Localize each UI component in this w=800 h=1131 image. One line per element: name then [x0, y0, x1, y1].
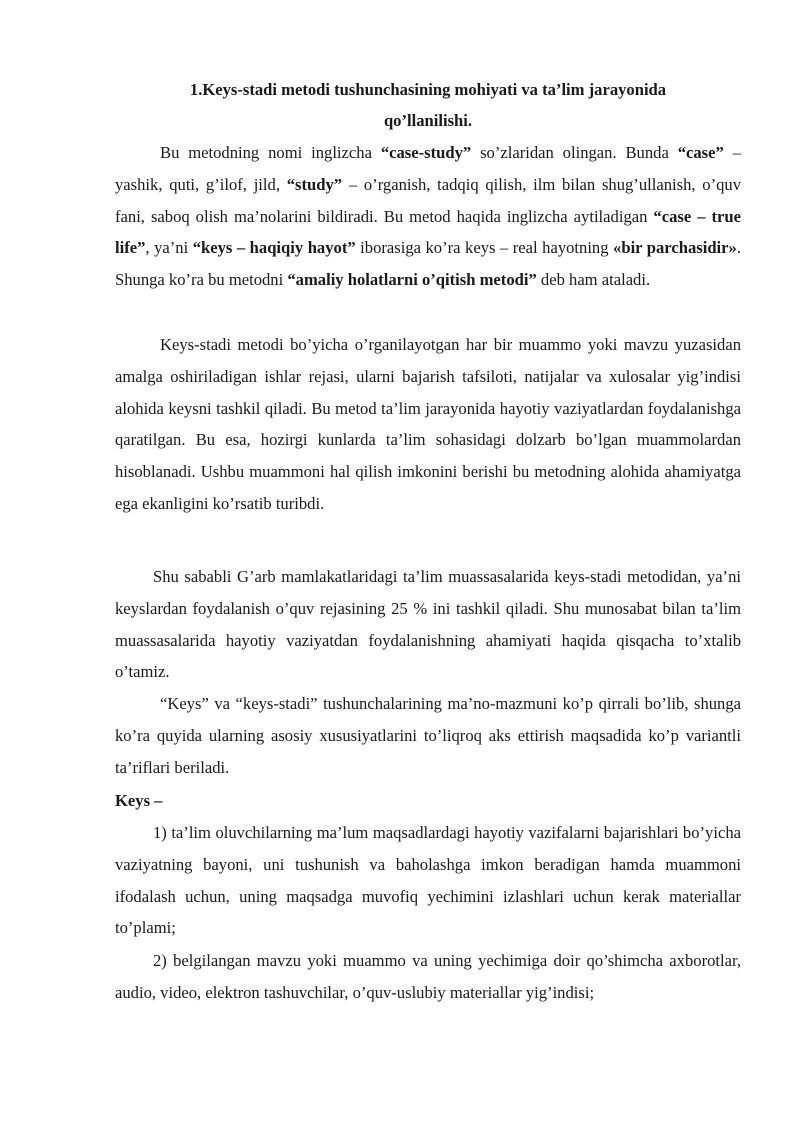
- keys-label: Keys –: [115, 791, 163, 810]
- list-item: 1) ta’lim oluvchilarning ma’lum maqsadlardagi hayotiy vazifalarni bajarishlari bo’yicha vaziyatning bayoni, uni tushunish va baholashga imkon beradigan hamda muammoni ifodalash uchun, uning maqsadga muvofiq yechimini izlashlari uchun kerak materiallar to’plami;: [115, 823, 741, 938]
- term-case-true-life: “case – true life”: [115, 206, 741, 258]
- term-bir-parchasidir: «bir parchasidir»: [613, 238, 737, 258]
- term-case: “case”: [677, 143, 724, 162]
- p1-text-3: – yashik, quti, g’ilof, jild,: [115, 143, 741, 194]
- paragraph-case-study-origin: [115, 137, 741, 296]
- heading-line-2: qo’llanilishi.: [383, 111, 473, 130]
- term-amaliy-holatlarni: “amaliy holatlarni o’qitish metodi”: [287, 270, 537, 290]
- p1-text-7: . Shunga ko’ra bu metodni: [115, 238, 741, 290]
- p1-text-8: deb ham ataladi.: [536, 270, 651, 290]
- paragraph-keys-stadi-method: Keys-stadi metodi bo’yicha o’rganilayotgan har bir muammo yoki mavzu yuzasidan amalga oshiriladigan ishlar rejasi, ularni bajarish tafsiloti, natijalar va xulosalar yig’indisi alohida keysni tashkil qiladi. Bu metod ta’lim jarayonida hayotiy vaziyatlardan foydalanishga qaratilgan. Bu esa, hozirgi kunlarda ta’lim sohasidagi dolzarb bo’lgan muammolardan hisoblanadi. Ushbu muammoni hal qilish imkonini berishi bu metodning alohida ahamiyatga ega ekanligini ko’rsatib turibdi.: [115, 335, 741, 513]
- p1-text-5: , ya’ni: [145, 238, 193, 258]
- paragraph-definitions-intro: “Keys” va “keys-stadi” tushunchalarining ma’no-mazmuni ko’p qirrali bo’lib, shunga ko’ra quyida ularning asosiy xususiyatlarini to’liqroq aks ettirish maqsadida ko’p variantli ta’riflari beriladi.: [115, 694, 741, 777]
- p1-text-4: – o’rganish, tadqiq qilish, ilm bilan shug’ullanish, o’quv fani, saboq olish ma’nolarini bildiradi. Bu metod haqida inglizcha aytiladigan: [115, 174, 741, 226]
- p1-text-1: Bu metodning nomi inglizcha: [160, 143, 381, 162]
- heading-line-1: 1.Keys-stadi metodi tushunchasining mohiyati va ta’lim jarayonida: [189, 80, 667, 99]
- term-case-study: “case-study”: [380, 143, 472, 162]
- term-study: “study”: [286, 174, 343, 194]
- paragraph-western-institutions: Shu sababli G’arb mamlakatlaridagi ta’lim muassasalarida keys-stadi metodidan, ya’ni keyslardan foydalanish o’quv rejasining 25 % ini tashkil qiladi. Shu munosabat bilan ta’lim muassasalarida hayotiy vaziyatdan foydalanishning ahamiyati haqida qisqacha to’xtalib o’tamiz.: [115, 567, 741, 682]
- section-heading: [115, 74, 741, 136]
- term-keys-haqiqiy-hayot: “keys – haqiqiy hayot”: [192, 238, 356, 258]
- list-item: 2) belgilangan mavzu yoki muammo va uning yechimiga doir qo’shimcha axborotlar, audio, video, elektron tashuvchilar, o’quv-uslubiy materiallar yig’indisi;: [115, 951, 741, 1002]
- p1-text-2: so’zlaridan olingan. Bunda: [471, 143, 678, 162]
- p1-text-6: iborasiga ko’ra keys – real hayotning: [355, 238, 614, 258]
